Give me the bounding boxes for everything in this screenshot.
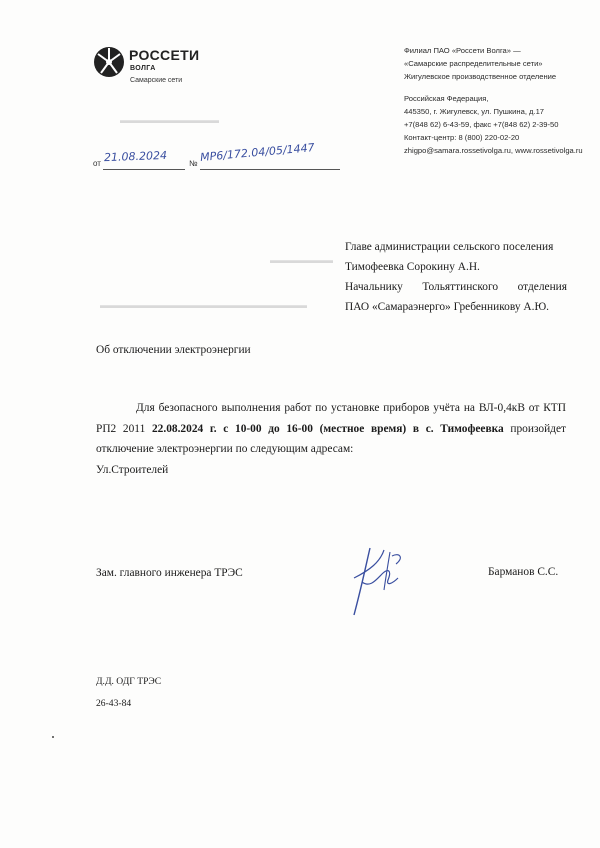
addressee-line: Тимофеевка Сорокину А.Н. — [345, 261, 480, 273]
sender-line: Филиал ПАО «Россети Волга» — — [404, 46, 521, 55]
logo-subtitle: ВОЛГА — [130, 65, 156, 72]
body-paragraph — [96, 398, 566, 460]
addressee-line: Главе администрации сельского поселения — [345, 241, 554, 253]
scan-speck — [52, 736, 54, 738]
body-text: Для безопасного выполнения работ по установке приборов учёта на ВЛ-0,4кВ от КТП РП2 2011 — [96, 402, 566, 435]
sender-phone-line: +7(848 62) 6-43-59, факс +7(848 62) 2-39-50 — [404, 120, 559, 129]
number-label: № — [189, 159, 198, 168]
handwritten-signature-icon — [340, 540, 420, 620]
sender-address-line: Российская Федерация, — [404, 94, 489, 103]
addressee-line: ПАО «Самараэнерго» Гребенникову А.Ю. — [345, 301, 550, 313]
outage-location: в с. Тимофеевка — [412, 422, 504, 435]
sender-line: Жигулевское производственное отделение — [404, 72, 557, 81]
executor-name: Д.Д. ОДГ ТРЭС — [96, 676, 162, 687]
body-text: произойдет отключение электроэнергии по следующим адресам: — [96, 422, 567, 455]
executor-info — [96, 671, 161, 715]
sender-block — [404, 44, 583, 157]
signatory-title: Зам. главного инженера ТРЭС — [96, 567, 243, 579]
bleed-through-text: ▬▬▬▬▬▬▬▬▬▬▬▬▬▬▬▬▬▬▬▬▬▬▬ — [100, 300, 307, 310]
company-logo — [93, 44, 213, 94]
outage-time: 22.08.2024 г. с 10-00 до 16-00 (местное время) — [151, 422, 407, 435]
addressee-block — [345, 237, 567, 317]
addressee-line: Начальнику Тольяттинского отделения — [345, 281, 567, 293]
executor-phone: 26-43-84 — [96, 698, 132, 709]
sender-contact-line: Контакт-центр: 8 (800) 220-02-20 — [404, 133, 520, 142]
logo-name: РОССЕТИ — [129, 47, 200, 63]
date-label: от — [93, 159, 101, 168]
body-text — [406, 423, 413, 435]
letter-body — [96, 398, 566, 480]
sender-line: «Самарские распределительные сети» — [404, 59, 543, 68]
signatory-name: Барманов С.С. — [488, 566, 559, 578]
bleed-through-text: ▬▬▬▬▬▬▬ — [270, 255, 333, 265]
rosseti-logo-icon — [93, 46, 125, 78]
logo-branch: Самарские сети — [130, 77, 183, 84]
sender-email-line: zhigpo@samara.rossetivolga.ru, www.rossetivolga.ru — [404, 146, 583, 155]
address-list-item: Ул.Строителей — [96, 463, 169, 476]
handwritten-number: МР6/172.04/05/1447 — [199, 141, 316, 164]
letter-subject: Об отключении электроэнергии — [96, 344, 251, 356]
bleed-through-text: ▬▬▬▬▬▬▬▬▬▬▬ — [120, 115, 219, 125]
outgoing-number — [93, 141, 343, 172]
handwritten-date: 21.08.2024 — [103, 148, 168, 165]
sender-address-line: 445350, г. Жигулевск, ул. Пушкина, д.17 — [404, 107, 545, 116]
